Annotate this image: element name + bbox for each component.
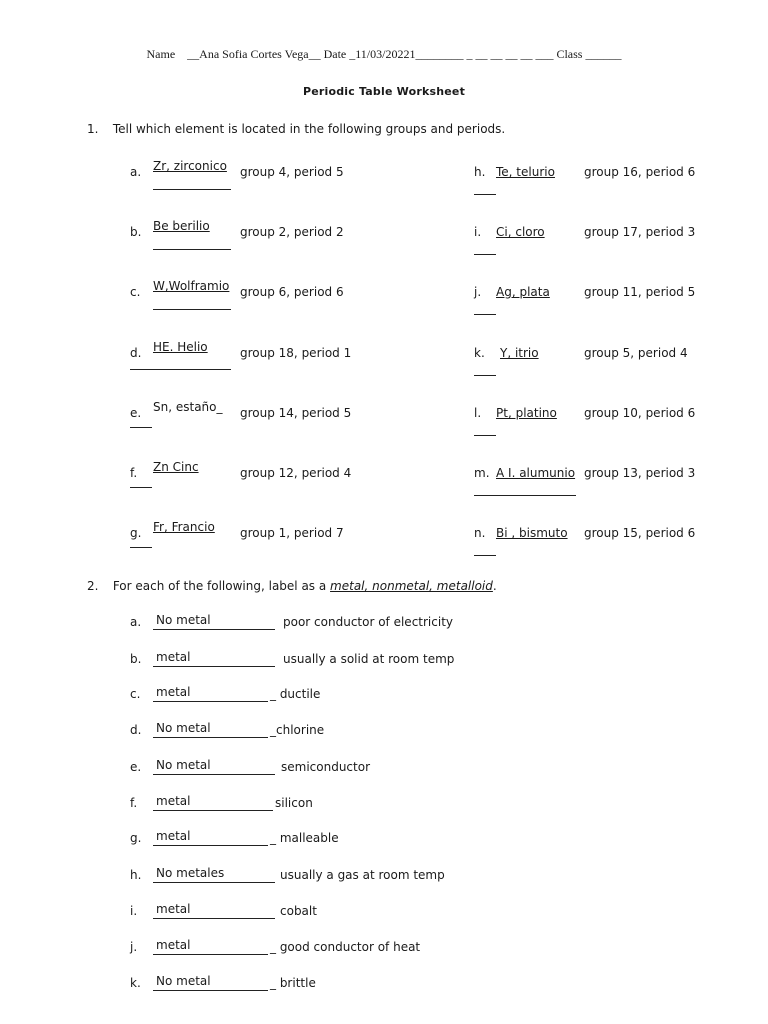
item-letter: b. xyxy=(130,652,142,666)
answer-line xyxy=(474,555,496,556)
answer-field[interactable] xyxy=(153,829,268,846)
answer-line xyxy=(153,249,231,250)
item-description: usually a solid at room temp xyxy=(283,652,455,666)
item-description: _ ductile xyxy=(270,687,321,701)
item-letter: i. xyxy=(130,904,138,918)
answer-text: No metal xyxy=(156,721,211,735)
item-letter: d. xyxy=(130,346,142,360)
item-description: group 13, period 3 xyxy=(584,466,696,480)
answer-line xyxy=(474,194,496,195)
item-description: group 14, period 5 xyxy=(240,406,352,420)
answer-field[interactable] xyxy=(153,721,268,738)
answer-field[interactable] xyxy=(153,685,268,702)
item-letter: c. xyxy=(130,687,141,701)
item-letter: i. xyxy=(474,225,482,239)
answer-field[interactable] xyxy=(153,613,275,630)
item-description: group 16, period 6 xyxy=(584,165,696,179)
item-letter: d. xyxy=(130,723,142,737)
item-letter: e. xyxy=(130,760,142,774)
question-2-prompt-suffix: . xyxy=(492,579,497,593)
item-description: group 4, period 5 xyxy=(240,165,344,179)
item-letter: j. xyxy=(474,285,482,299)
answer-field[interactable] xyxy=(153,866,275,883)
answer-text: metal xyxy=(156,902,191,916)
item-description: _ brittle xyxy=(270,976,316,990)
answer-field[interactable]: Fr, Francio xyxy=(153,520,215,534)
item-description: group 11, period 5 xyxy=(584,285,696,299)
item-letter: f. xyxy=(130,796,138,810)
answer-text: metal xyxy=(156,938,191,952)
worksheet-title: Periodic Table Worksheet xyxy=(302,85,466,98)
item-letter: j. xyxy=(130,940,138,954)
item-letter: l. xyxy=(474,406,482,420)
answer-field[interactable]: Ci, cloro xyxy=(496,225,545,239)
question-1 xyxy=(87,122,505,136)
answer-text: metal xyxy=(156,794,191,808)
item-description: usually a gas at room temp xyxy=(280,868,445,882)
question-2 xyxy=(87,579,497,593)
answer-field[interactable] xyxy=(153,902,275,919)
answer-line xyxy=(130,547,152,548)
answer-field[interactable]: Te, telurio xyxy=(496,165,555,179)
answer-field[interactable]: Sn, estaño_ xyxy=(153,400,223,414)
answer-field[interactable]: Be berilio xyxy=(153,219,210,233)
question-1-prompt: Tell which element is located in the following groups and periods. xyxy=(112,122,506,136)
item-letter: k. xyxy=(474,346,485,360)
question-1-number: 1. xyxy=(87,122,99,136)
answer-text: No metales xyxy=(156,866,225,880)
answer-field[interactable]: Zr, zirconico xyxy=(153,159,227,173)
item-description: group 18, period 1 xyxy=(240,346,352,360)
answer-text: metal xyxy=(156,650,191,664)
item-description: group 10, period 6 xyxy=(584,406,696,420)
item-letter: m. xyxy=(474,466,490,480)
name-date-class-line: Name __Ana Sofia Cortes Vega__ Date _11/03/20221________ _ __ __ __ __ ___ Class ______ xyxy=(146,47,622,61)
answer-field[interactable]: Ag, plata xyxy=(496,285,550,299)
item-letter: g. xyxy=(130,831,142,845)
answer-line xyxy=(474,435,496,436)
question-2-prompt-terms: metal, nonmetal, metalloid xyxy=(330,579,493,593)
item-letter: k. xyxy=(130,976,141,990)
answer-text: No metal xyxy=(156,613,211,627)
answer-field[interactable]: W,Wolframio xyxy=(153,279,230,293)
item-letter: c. xyxy=(130,285,141,299)
answer-field[interactable]: Zn Cinc xyxy=(153,460,199,474)
item-description: _ good conductor of heat xyxy=(270,940,421,954)
answer-line xyxy=(474,375,496,376)
item-description: _ malleable xyxy=(270,831,339,845)
answer-text: No metal xyxy=(156,974,211,988)
answer-field[interactable]: Y, itrio xyxy=(500,346,539,360)
item-letter: h. xyxy=(130,868,142,882)
answer-field[interactable]: Bi , bismuto xyxy=(496,526,568,540)
answer-field[interactable]: HE. Helio xyxy=(153,340,208,354)
answer-line xyxy=(153,189,231,190)
item-description: silicon xyxy=(275,796,313,810)
question-2-number: 2. xyxy=(87,579,99,593)
answer-line xyxy=(474,314,496,315)
item-description: group 17, period 3 xyxy=(584,225,696,239)
answer-field[interactable] xyxy=(153,794,273,811)
answer-field[interactable] xyxy=(153,938,268,955)
item-description: group 2, period 2 xyxy=(240,225,344,239)
item-description: semiconductor xyxy=(281,760,371,774)
answer-text: metal xyxy=(156,685,191,699)
answer-text: metal xyxy=(156,829,191,843)
answer-line xyxy=(130,369,231,370)
item-description: cobalt xyxy=(280,904,317,918)
question-2-prompt-prefix: For each of the following, label as a xyxy=(112,579,331,593)
item-description: group 5, period 4 xyxy=(584,346,688,360)
item-description: group 12, period 4 xyxy=(240,466,352,480)
answer-line xyxy=(130,487,152,488)
item-letter: b. xyxy=(130,225,142,239)
answer-field[interactable] xyxy=(153,650,275,667)
item-description: group 15, period 6 xyxy=(584,526,696,540)
item-letter: a. xyxy=(130,165,142,179)
answer-line xyxy=(130,427,152,428)
answer-line xyxy=(474,495,576,496)
item-letter: f. xyxy=(130,466,138,480)
item-letter: e. xyxy=(130,406,142,420)
answer-line xyxy=(153,309,231,310)
item-letter: a. xyxy=(130,615,142,629)
answer-field[interactable]: Pt, platino xyxy=(496,406,557,420)
item-letter: n. xyxy=(474,526,486,540)
answer-field[interactable] xyxy=(153,974,268,991)
answer-text: No metal xyxy=(156,758,211,772)
answer-line xyxy=(474,254,496,255)
item-letter: h. xyxy=(474,165,486,179)
answer-field[interactable]: A I. alumunio xyxy=(496,466,576,480)
item-description: poor conductor of electricity xyxy=(283,615,453,629)
answer-field[interactable] xyxy=(153,758,275,775)
item-description: group 6, period 6 xyxy=(240,285,344,299)
item-letter: g. xyxy=(130,526,142,540)
item-description: _chlorine xyxy=(270,723,325,737)
item-description: group 1, period 7 xyxy=(240,526,344,540)
